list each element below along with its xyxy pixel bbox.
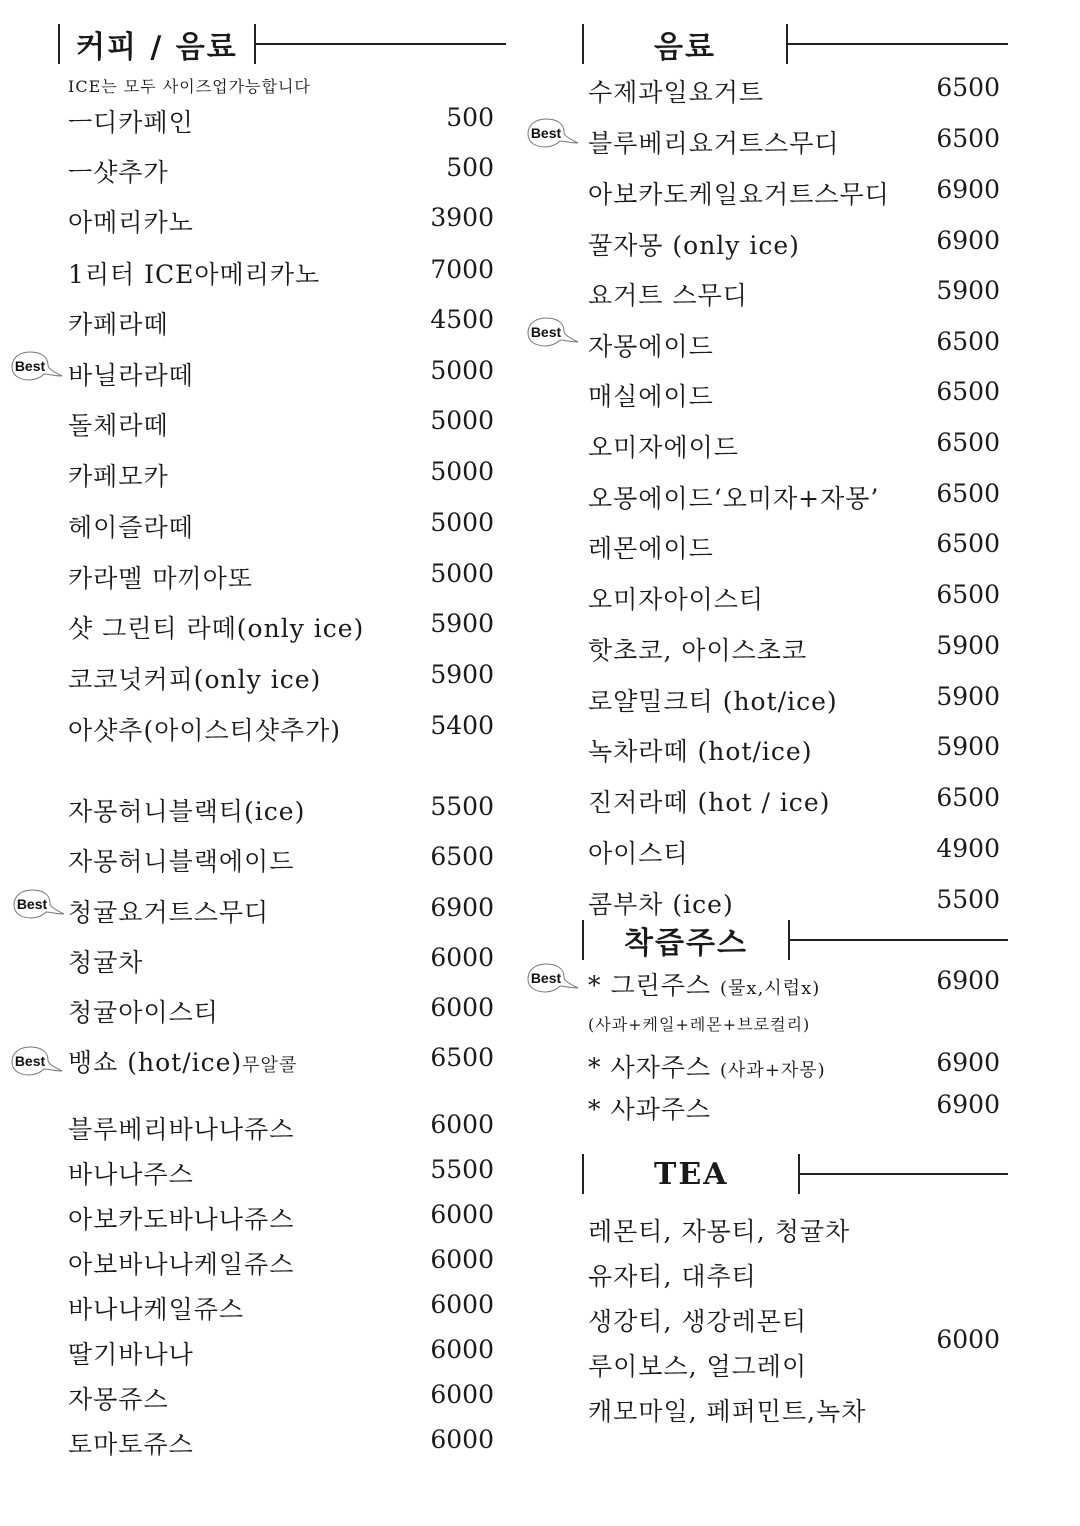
menu-item-suffix: 무알콜 — [242, 1055, 298, 1076]
menu-item-name: ㅡ디카페인 — [68, 108, 194, 137]
tea-line — [588, 1302, 807, 1338]
menu-item — [588, 732, 1000, 768]
tea-line — [588, 1347, 807, 1383]
menu-item — [588, 783, 1000, 819]
menu-item-name: 딸기바나나 — [68, 1340, 194, 1369]
tea-price-value: 6000 — [936, 1325, 1000, 1354]
menu-item-price: 6500 — [936, 377, 1000, 406]
tea-line-text: 루이보스, 얼그레이 — [588, 1352, 808, 1381]
menu-item-price: 5000 — [430, 508, 494, 537]
size-up-note: ICE는 모두 사이즈업가능합니다 — [68, 77, 311, 96]
menu-item-price: 500 — [446, 153, 494, 182]
menu-item — [588, 479, 1000, 515]
menu-item-name: 자몽허니블랙에이드 — [68, 847, 295, 876]
tea-line-text: 유자티, 대추티 — [588, 1262, 757, 1291]
best-badge — [524, 316, 580, 350]
menu-item-name: 청귤요거트스무디 — [68, 898, 270, 927]
menu-item — [588, 73, 1000, 109]
menu-item-name: 오미자에이드 — [588, 433, 739, 462]
speech-bubble-icon — [10, 888, 66, 922]
speech-bubble-icon — [524, 117, 580, 151]
header-rule — [256, 43, 506, 45]
menu-item — [588, 327, 1000, 363]
menu-item-price: 6500 — [936, 783, 1000, 812]
menu-item-price: 5000 — [430, 356, 494, 385]
menu-item-name: 블루베리요거트스무디 — [588, 129, 840, 158]
menu-item-name: 아메리카노 — [68, 208, 194, 237]
speech-bubble-icon — [8, 1045, 64, 1079]
menu-item-name: 콤부차 (ice) — [588, 890, 734, 919]
best-badge — [524, 117, 580, 151]
menu-item — [588, 682, 1000, 718]
menu-item — [588, 276, 1000, 312]
menu-item-name: 요거트 스무디 — [588, 281, 748, 310]
menu-item-name: 자몽쥬스 — [68, 1385, 169, 1414]
menu-item — [68, 943, 494, 979]
menu-item-name: 샷 그린티 라떼(only ice) — [68, 614, 365, 643]
juice-item-name: * 사과주스 — [588, 1095, 712, 1124]
menu-item-name: 로얄밀크티 (hot/ice) — [588, 687, 838, 716]
menu-item-price: 500 — [446, 103, 494, 132]
juice-item — [588, 966, 1000, 1002]
menu-item-price: 6000 — [430, 1380, 494, 1409]
tea-section-header — [582, 1154, 1008, 1194]
menu-item-price: 4500 — [430, 305, 494, 334]
speech-bubble-icon — [524, 962, 580, 996]
menu-item-price: 6500 — [936, 580, 1000, 609]
menu-item — [68, 153, 494, 189]
menu-item-price: 6500 — [936, 479, 1000, 508]
menu-item — [68, 457, 494, 493]
tea-section-title: TEA — [654, 1156, 729, 1192]
menu-item — [68, 255, 494, 291]
menu-item-price: 5500 — [936, 885, 1000, 914]
best-badge — [524, 962, 580, 996]
menu-item — [68, 559, 494, 595]
menu-item-name: ㅡ샷추가 — [68, 158, 169, 187]
tea-line — [588, 1212, 850, 1248]
juice-section-header — [582, 918, 1008, 962]
menu-item-name: 매실에이드 — [588, 382, 714, 411]
menu-item — [68, 893, 494, 929]
menu-item — [68, 305, 494, 341]
menu-item — [588, 580, 1000, 616]
menu-item-name: 바나나케일쥬스 — [68, 1295, 245, 1324]
menu-item-name: 청귤아이스티 — [68, 998, 219, 1027]
menu-item — [68, 1380, 494, 1416]
menu-item — [68, 792, 494, 828]
menu-item-name: 아이스티 — [588, 839, 689, 868]
menu-item — [68, 1425, 494, 1461]
menu-item-price: 6000 — [430, 1290, 494, 1319]
best-badge-label: Best — [16, 896, 48, 912]
menu-item — [68, 1335, 494, 1371]
menu-item-price: 6500 — [936, 428, 1000, 457]
best-badge-label: Best — [14, 358, 46, 374]
tea-line — [588, 1392, 866, 1428]
menu-item — [68, 1245, 494, 1281]
menu-item-name: 오몽에이드‘오미자+자몽’ — [588, 484, 880, 513]
menu-item-price: 5900 — [430, 660, 494, 689]
menu-item — [588, 834, 1000, 870]
menu-item-price: 6900 — [936, 175, 1000, 204]
coffee-section-title: 커피 / 음료 — [76, 30, 238, 65]
menu-item-name: 자몽허니블랙티(ice) — [68, 797, 306, 826]
menu-item — [68, 711, 494, 747]
menu-item-name: 카페모카 — [68, 462, 169, 491]
menu-item-price: 4900 — [936, 834, 1000, 863]
menu-item-price: 3900 — [430, 203, 494, 232]
menu-item — [68, 609, 494, 645]
menu-item-price: 5900 — [936, 682, 1000, 711]
menu-item-name: 카페라떼 — [68, 310, 169, 339]
menu-item-name: 오미자아이스티 — [588, 585, 765, 614]
juice-section-title: 착즙주스 — [624, 926, 748, 961]
menu-item-price: 5500 — [430, 792, 494, 821]
menu-item-price: 7000 — [430, 255, 494, 284]
menu-item-name: 진저라떼 (hot / ice) — [588, 788, 831, 817]
menu-item-price: 6000 — [430, 1110, 494, 1139]
menu-item-price: 6500 — [936, 73, 1000, 102]
menu-item — [588, 529, 1000, 565]
menu-item — [68, 103, 494, 139]
coffee-section-header — [58, 22, 506, 66]
menu-item — [68, 356, 494, 392]
tea-line-text: 레몬티, 자몽티, 청귤차 — [588, 1217, 851, 1246]
menu-item-price: 6000 — [430, 943, 494, 972]
menu-item — [588, 428, 1000, 464]
speech-bubble-icon — [524, 316, 580, 350]
juice-item-name: * 사자주스 (사과+자몽) — [588, 1053, 826, 1082]
menu-item-name: 카라멜 마끼아또 — [68, 564, 253, 593]
menu-item-price: 6500 — [430, 1043, 494, 1072]
menu-item-price: 6000 — [430, 1245, 494, 1274]
juice-item-detail: (사과+자몽) — [720, 1060, 826, 1081]
green-juice-ingredients: (사과+케일+레몬+브로컬리) — [588, 1015, 811, 1034]
drinks-section-title: 음료 — [654, 30, 716, 65]
menu-item-price: 5900 — [936, 276, 1000, 305]
menu-item — [588, 226, 1000, 262]
juice-item-price: 6900 — [936, 1090, 1000, 1119]
menu-item-price: 5500 — [430, 1155, 494, 1184]
menu-item-price: 5000 — [430, 559, 494, 588]
juice-item-price: 6900 — [936, 1048, 1000, 1077]
menu-item — [68, 508, 494, 544]
menu-item-name: 아샷추(아이스티샷추가) — [68, 716, 342, 745]
menu-item-name: 자몽에이드 — [588, 332, 714, 361]
menu-item-price: 6500 — [936, 124, 1000, 153]
menu-item — [68, 1110, 494, 1146]
tea-line — [588, 1257, 757, 1293]
menu-item — [68, 1043, 494, 1079]
menu-item-price: 5000 — [430, 406, 494, 435]
menu-item-price: 6000 — [430, 1335, 494, 1364]
tea-price — [900, 1325, 1000, 1354]
juice-item — [588, 1048, 1000, 1084]
menu-item — [588, 631, 1000, 667]
tea-line-text: 생강티, 생강레몬티 — [588, 1307, 808, 1336]
juice-item-price: 6900 — [936, 966, 1000, 995]
menu-item-price: 6000 — [430, 1200, 494, 1229]
menu-item — [68, 842, 494, 878]
menu-item-name: 아보카도케일요거트스무디 — [588, 180, 890, 209]
header-rule — [800, 1173, 1008, 1175]
menu-item-price: 5900 — [430, 609, 494, 638]
menu-item-name: 녹차라떼 (hot/ice) — [588, 737, 813, 766]
best-badge — [8, 350, 64, 384]
menu-item-name: 블루베리바나나쥬스 — [68, 1115, 295, 1144]
menu-item-price: 6500 — [936, 529, 1000, 558]
header-rule — [788, 43, 1008, 45]
header-rule — [790, 939, 1008, 941]
menu-item-name: 청귤차 — [68, 948, 144, 977]
menu-item — [68, 406, 494, 442]
menu-item-price: 6000 — [430, 993, 494, 1022]
menu-item — [588, 124, 1000, 160]
menu-item-name: 수제과일요거트 — [588, 78, 765, 107]
best-badge — [8, 1045, 64, 1079]
menu-item — [68, 1290, 494, 1326]
menu-item — [68, 1155, 494, 1191]
menu-item-price: 6500 — [936, 327, 1000, 356]
menu-item-price: 6500 — [430, 842, 494, 871]
menu-item-price: 5900 — [936, 732, 1000, 761]
menu-item-price: 6900 — [936, 226, 1000, 255]
menu-item-name: 토마토쥬스 — [68, 1430, 194, 1459]
juice-item-name: * 그린주스 (물x,시럽x) — [588, 971, 821, 1000]
speech-bubble-icon — [8, 350, 64, 384]
menu-item — [68, 203, 494, 239]
juice-item-detail: (물x,시럽x) — [720, 978, 821, 999]
menu-item — [68, 660, 494, 696]
menu-item — [588, 885, 1000, 921]
menu-item-name: 바닐라라떼 — [68, 361, 194, 390]
menu-item-name: 아보카도바나나쥬스 — [68, 1205, 295, 1234]
menu-item-price: 6900 — [430, 893, 494, 922]
best-badge-label: Best — [530, 125, 562, 141]
juice-item — [588, 1090, 1000, 1126]
menu-item-name: 헤이즐라떼 — [68, 513, 194, 542]
tea-line-text: 캐모마일, 페퍼민트,녹차 — [588, 1397, 867, 1426]
menu-item-name: 아보바나나케일쥬스 — [68, 1250, 295, 1279]
menu-item-name: 레몬에이드 — [588, 534, 714, 563]
menu-item — [588, 377, 1000, 413]
menu-item-name: 핫초코, 아이스초코 — [588, 636, 808, 665]
drinks-section-header — [582, 22, 1008, 66]
menu-item — [68, 993, 494, 1029]
best-badge-label: Best — [14, 1053, 46, 1069]
menu-item-name: 코코넛커피(only ice) — [68, 665, 322, 694]
menu-item-price: 5400 — [430, 711, 494, 740]
menu-item-name: 1리터 ICE아메리카노 — [68, 260, 321, 289]
menu-item-price: 5900 — [936, 631, 1000, 660]
menu-item-name: 뱅쇼 (hot/ice)무알콜 — [68, 1048, 298, 1077]
menu-item — [68, 1200, 494, 1236]
menu-item-price: 5000 — [430, 457, 494, 486]
best-badge-label: Best — [530, 970, 562, 986]
menu-item-price: 6000 — [430, 1425, 494, 1454]
best-badge — [10, 888, 66, 922]
menu-item-name: 꿀자몽 (only ice) — [588, 231, 800, 260]
menu-item-name: 바나나주스 — [68, 1160, 194, 1189]
best-badge-label: Best — [530, 324, 562, 340]
menu-item — [588, 175, 1000, 211]
menu-item-name: 돌체라떼 — [68, 411, 169, 440]
